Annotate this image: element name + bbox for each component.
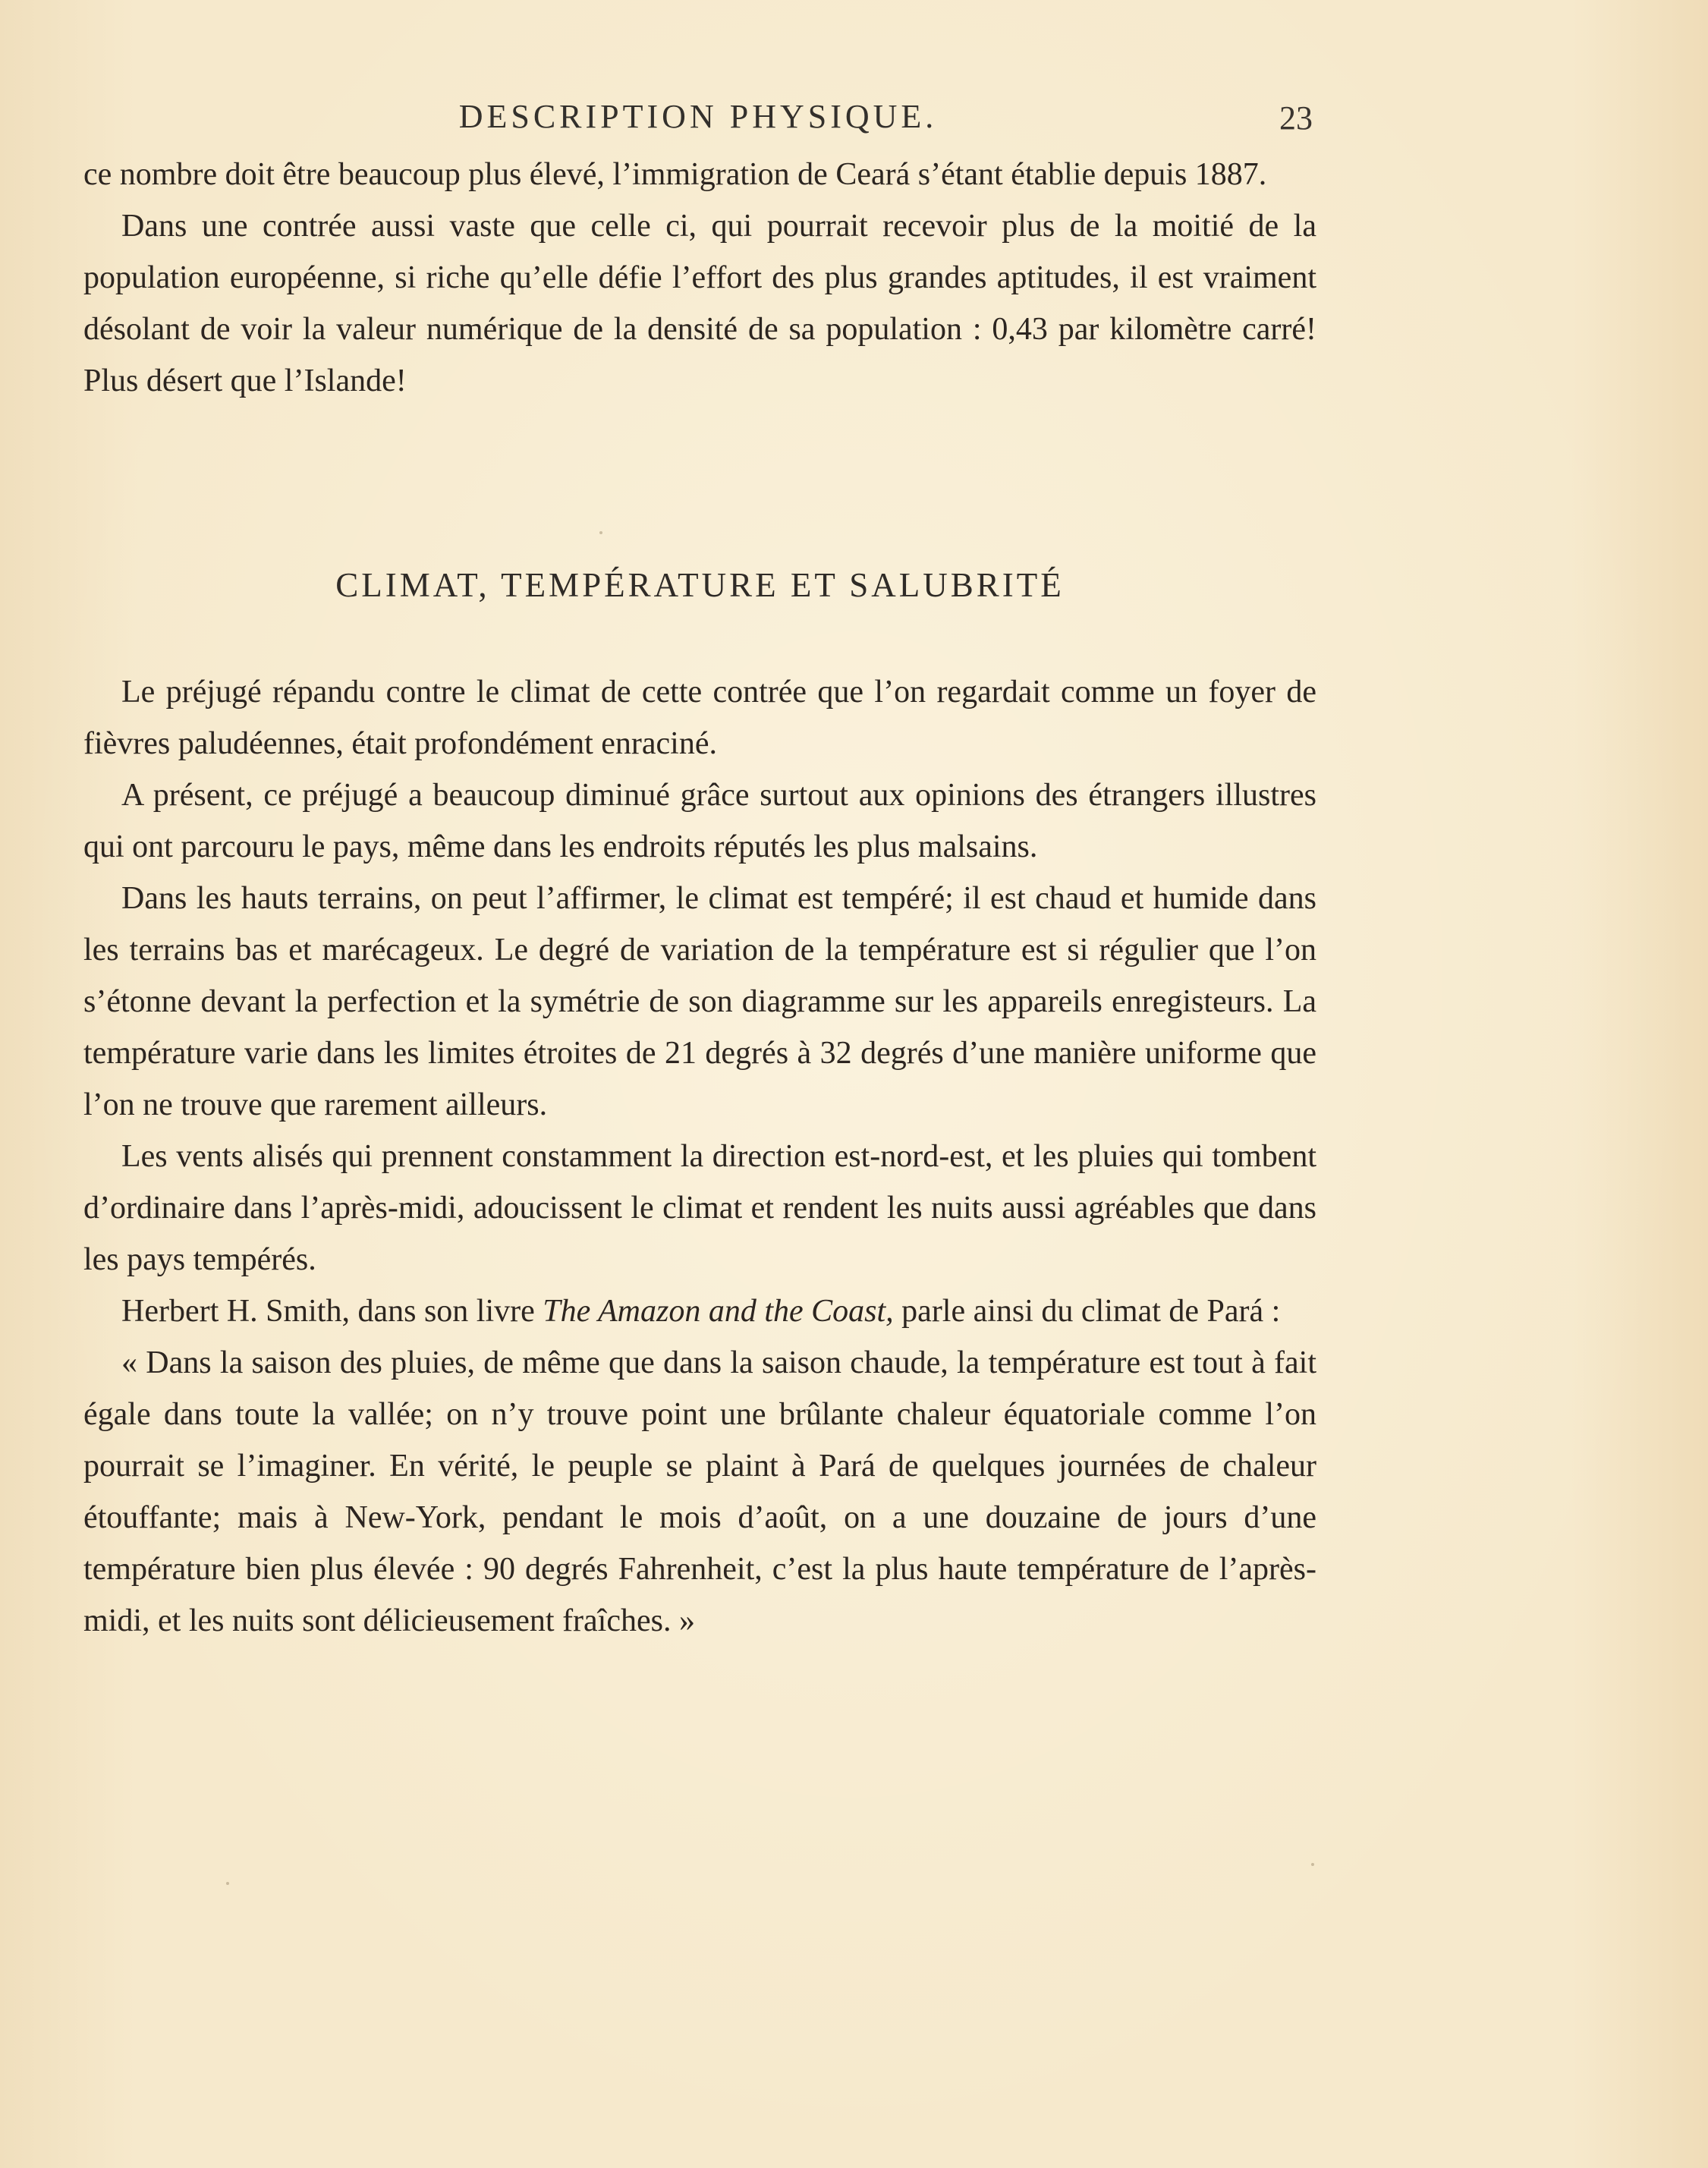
book-title: The Amazon and the Coast, [543,1294,894,1329]
paragraph-temperature: Dans les hauts terrains, on peut l’affirmer, le climat est tempéré; il est chaud et humide dans les terrains bas et marécageux. Le degré de variation de la température est si régulier que l’on s’étonne devant la perfection et la symétrie de son diagramme sur les appareils enregisteurs. La température varie dans les limites étroites de 21 degrés à 32 degrés d’une manière uniforme que l’on ne trouve que rarement ailleurs. [83,881,1316,1122]
running-header [83,97,1313,143]
paragraph-continuation: ce nombre doit être beaucoup plus élevé, l’immigration de Ceará s’étant établie depuis 1887. [83,157,1267,192]
paper-speck [1311,1863,1314,1866]
paper-speck [599,531,602,534]
paragraph-present: A présent, ce préjugé a beaucoup diminué grâce surtout aux opinions des étrangers illustres qui ont parcouru le pays, même dans les endroits réputés les plus malsains. [83,778,1316,864]
section-heading: CLIMAT, TEMPÉRATURE ET SALUBRITÉ [335,566,1065,604]
smith-intro: Herbert H. Smith, dans son livre [121,1294,543,1329]
paragraph-density: Dans une contrée aussi vaste que celle ci, qui pourrait recevoir plus de la moitié de la population européenne, si riche qu’elle défie l’effort des plus grandes aptitudes, il est vraiment désolant de voir la valeur numérique de la densité de sa population : 0,43 par kilomètre carré! Plus désert que l’Islande! [83,209,1316,398]
paragraph-prejudice: Le préjugé répandu contre le climat de cette contrée que l’on regardait comme un foyer de fièvres paludéennes, était profondément enraciné. [83,675,1316,761]
intro-text-block [83,149,1316,407]
paper-speck [226,1882,229,1885]
running-title: DESCRIPTION PHYSIQUE. [458,98,938,135]
smith-outro: parle ainsi du climat de Pará : [893,1294,1281,1329]
paragraph-winds: Les vents alisés qui prennent constamment la direction est-nord-est, et les pluies qui tombent d’ordinaire dans l’après-midi, adoucissent le climat et rendent les nuits aussi agréables que dans les pays tempérés. [83,1139,1316,1277]
paragraph-smith [83,1285,1316,1337]
page-number: 23 [1279,99,1313,137]
climate-text-block [83,666,1316,1647]
paragraph-quote: « Dans la saison des pluies, de même que dans la saison chaude, la température est tout à fait égale dans toute la vallée; on n’y trouve point une brûlante chaleur équatoriale comme l’on pourrait se l’imaginer. En vérité, le peuple se plaint à Pará de quelques journées de chaleur étouffante; mais à New-York, pendant le mois d’août, on a une douzaine de jours d’une température bien plus élevée : 90 degrés Fahrenheit, c’est la plus haute température de l’après-midi, et les nuits sont délicieusement fraîches. » [83,1345,1316,1638]
